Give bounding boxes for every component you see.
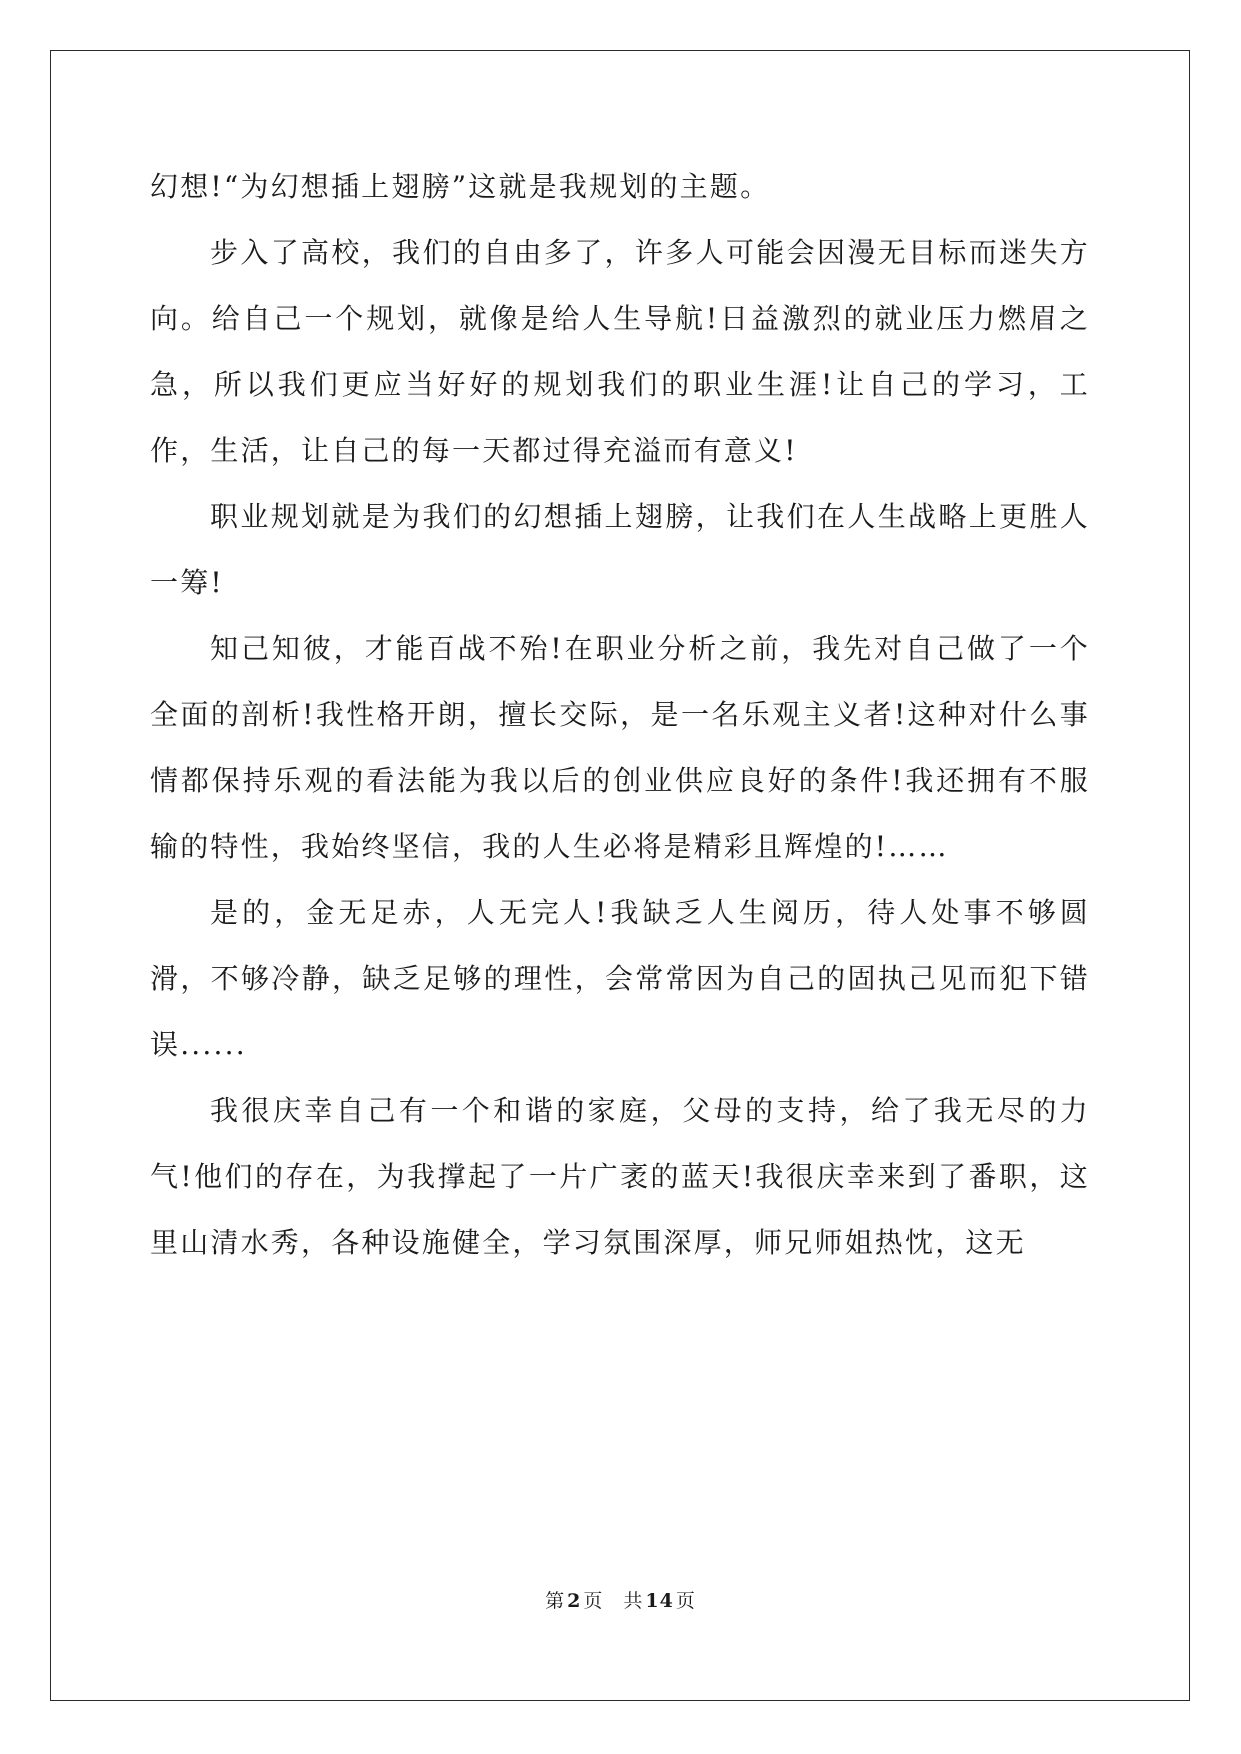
footer-total-prefix: 共 (623, 1590, 644, 1612)
paragraph: 我很庆幸自己有一个和谐的家庭，父母的支持，给了我无尽的力气!他们的存在，为我撑起了一片广袤的蓝天!我很庆幸来到了番职，这里山清水秀，各种设施健全，学习氛围深厚，师兄师姐热忱，这无 (150, 1094, 1090, 1259)
current-page-number: 2 (567, 1590, 582, 1612)
total-page-count: 14 (645, 1590, 674, 1612)
footer-prefix: 第 (545, 1590, 566, 1612)
paragraph: 职业规划就是为我们的幻想插上翅膀，让我们在人生战略上更胜人一筹! (150, 500, 1090, 599)
paragraph: 知己知彼，才能百战不殆!在职业分析之前，我先对自己做了一个全面的剖析!我性格开朗，擅长交际，是一名乐观主义者!这种对什么事情都保持乐观的看法能为我以后的创业供应良好的条件!我还拥有不服输的特性，我始终坚信，我的人生必将是精彩且辉煌的!…… (150, 632, 1090, 863)
page-number-footer (0, 1586, 1241, 1613)
paragraph: 幻想!“为幻想插上翅膀”这就是我规划的主题。 (150, 170, 771, 203)
paragraph: 是的，金无足赤，人无完人!我缺乏人生阅历，待人处事不够圆滑，不够冷静，缺乏足够的理性，会常常因为自己的固执己见而犯下错误...... (150, 896, 1090, 1061)
document-body (150, 154, 1090, 1276)
footer-page-suffix: 页 (583, 1590, 604, 1612)
footer-total-suffix: 页 (675, 1590, 696, 1612)
paragraph: 步入了高校，我们的自由多了，许多人可能会因漫无目标而迷失方向。给自己一个规划，就像是给人生导航!日益激烈的就业压力燃眉之急，所以我们更应当好好的规划我们的职业生涯!让自己的学习，工作，生活，让自己的每一天都过得充溢而有意义! (150, 236, 1090, 467)
